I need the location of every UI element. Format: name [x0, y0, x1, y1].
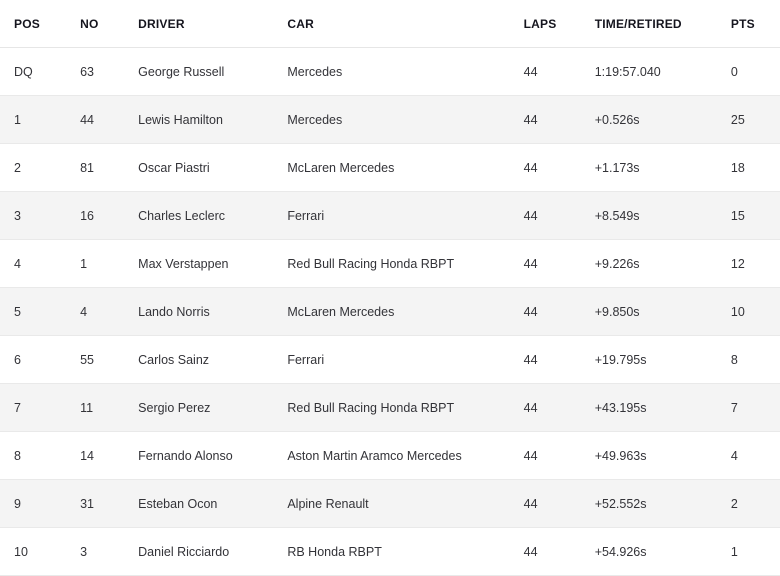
cell-time: +19.795s: [595, 336, 731, 384]
cell-laps: 44: [524, 144, 595, 192]
cell-pos: 1: [0, 96, 80, 144]
table-row[interactable]: [0, 384, 780, 432]
table-row[interactable]: [0, 480, 780, 528]
header-row: [0, 0, 780, 48]
cell-pts: 15: [731, 192, 780, 240]
cell-pts: 1: [731, 528, 780, 576]
cell-car: Alpine Renault: [287, 480, 523, 528]
table-row[interactable]: [0, 336, 780, 384]
cell-no: 4: [80, 288, 138, 336]
cell-driver[interactable]: Max Verstappen: [138, 240, 287, 288]
cell-time: +9.226s: [595, 240, 731, 288]
cell-laps: 44: [524, 336, 595, 384]
cell-pos: 3: [0, 192, 80, 240]
cell-driver[interactable]: Carlos Sainz: [138, 336, 287, 384]
cell-pos: 10: [0, 528, 80, 576]
cell-laps: 44: [524, 96, 595, 144]
cell-pts: 18: [731, 144, 780, 192]
cell-driver[interactable]: Esteban Ocon: [138, 480, 287, 528]
cell-pos: 6: [0, 336, 80, 384]
cell-laps: 44: [524, 528, 595, 576]
cell-driver[interactable]: Fernando Alonso: [138, 432, 287, 480]
cell-pos: 5: [0, 288, 80, 336]
cell-no: 16: [80, 192, 138, 240]
column-header-pts[interactable]: PTS: [731, 0, 780, 48]
cell-car: McLaren Mercedes: [287, 288, 523, 336]
cell-pts: 4: [731, 432, 780, 480]
cell-pos: 9: [0, 480, 80, 528]
cell-driver[interactable]: Oscar Piastri: [138, 144, 287, 192]
cell-no: 55: [80, 336, 138, 384]
cell-time: 1:19:57.040: [595, 48, 731, 96]
cell-no: 81: [80, 144, 138, 192]
cell-driver[interactable]: Charles Leclerc: [138, 192, 287, 240]
cell-time: +52.552s: [595, 480, 731, 528]
cell-time: +0.526s: [595, 96, 731, 144]
cell-driver[interactable]: Lando Norris: [138, 288, 287, 336]
cell-no: 63: [80, 48, 138, 96]
cell-pos: DQ: [0, 48, 80, 96]
table-row[interactable]: [0, 432, 780, 480]
table-row[interactable]: [0, 528, 780, 576]
cell-car: Aston Martin Aramco Mercedes: [287, 432, 523, 480]
column-header-driver[interactable]: DRIVER: [138, 0, 287, 48]
cell-car: Mercedes: [287, 96, 523, 144]
cell-time: +8.549s: [595, 192, 731, 240]
cell-pts: 7: [731, 384, 780, 432]
cell-driver[interactable]: Sergio Perez: [138, 384, 287, 432]
table-row[interactable]: [0, 144, 780, 192]
table-body: [0, 48, 780, 576]
cell-no: 31: [80, 480, 138, 528]
cell-pts: 12: [731, 240, 780, 288]
column-header-time[interactable]: TIME/RETIRED: [595, 0, 731, 48]
cell-time: +54.926s: [595, 528, 731, 576]
cell-car: Red Bull Racing Honda RBPT: [287, 240, 523, 288]
cell-driver[interactable]: George Russell: [138, 48, 287, 96]
cell-car: Ferrari: [287, 192, 523, 240]
cell-time: +9.850s: [595, 288, 731, 336]
cell-laps: 44: [524, 288, 595, 336]
cell-pts: 10: [731, 288, 780, 336]
cell-laps: 44: [524, 432, 595, 480]
cell-laps: 44: [524, 240, 595, 288]
cell-time: +1.173s: [595, 144, 731, 192]
cell-no: 1: [80, 240, 138, 288]
cell-car: McLaren Mercedes: [287, 144, 523, 192]
cell-no: 44: [80, 96, 138, 144]
cell-laps: 44: [524, 192, 595, 240]
cell-pts: 2: [731, 480, 780, 528]
cell-time: +49.963s: [595, 432, 731, 480]
cell-car: Mercedes: [287, 48, 523, 96]
table-row[interactable]: [0, 288, 780, 336]
cell-car: Red Bull Racing Honda RBPT: [287, 384, 523, 432]
cell-pos: 4: [0, 240, 80, 288]
cell-car: Ferrari: [287, 336, 523, 384]
table-row[interactable]: [0, 192, 780, 240]
table-row[interactable]: [0, 48, 780, 96]
cell-pts: 25: [731, 96, 780, 144]
column-header-no[interactable]: NO: [80, 0, 138, 48]
table-row[interactable]: [0, 240, 780, 288]
cell-no: 11: [80, 384, 138, 432]
cell-laps: 44: [524, 384, 595, 432]
cell-pos: 7: [0, 384, 80, 432]
cell-laps: 44: [524, 48, 595, 96]
table-header: [0, 0, 780, 48]
column-header-laps[interactable]: LAPS: [524, 0, 595, 48]
column-header-pos[interactable]: POS: [0, 0, 80, 48]
cell-driver[interactable]: Daniel Ricciardo: [138, 528, 287, 576]
cell-pos: 2: [0, 144, 80, 192]
cell-driver[interactable]: Lewis Hamilton: [138, 96, 287, 144]
cell-no: 3: [80, 528, 138, 576]
cell-pts: 8: [731, 336, 780, 384]
cell-laps: 44: [524, 480, 595, 528]
table-row[interactable]: [0, 96, 780, 144]
column-header-car[interactable]: CAR: [287, 0, 523, 48]
cell-no: 14: [80, 432, 138, 480]
cell-car: RB Honda RBPT: [287, 528, 523, 576]
cell-pts: 0: [731, 48, 780, 96]
cell-time: +43.195s: [595, 384, 731, 432]
cell-pos: 8: [0, 432, 80, 480]
